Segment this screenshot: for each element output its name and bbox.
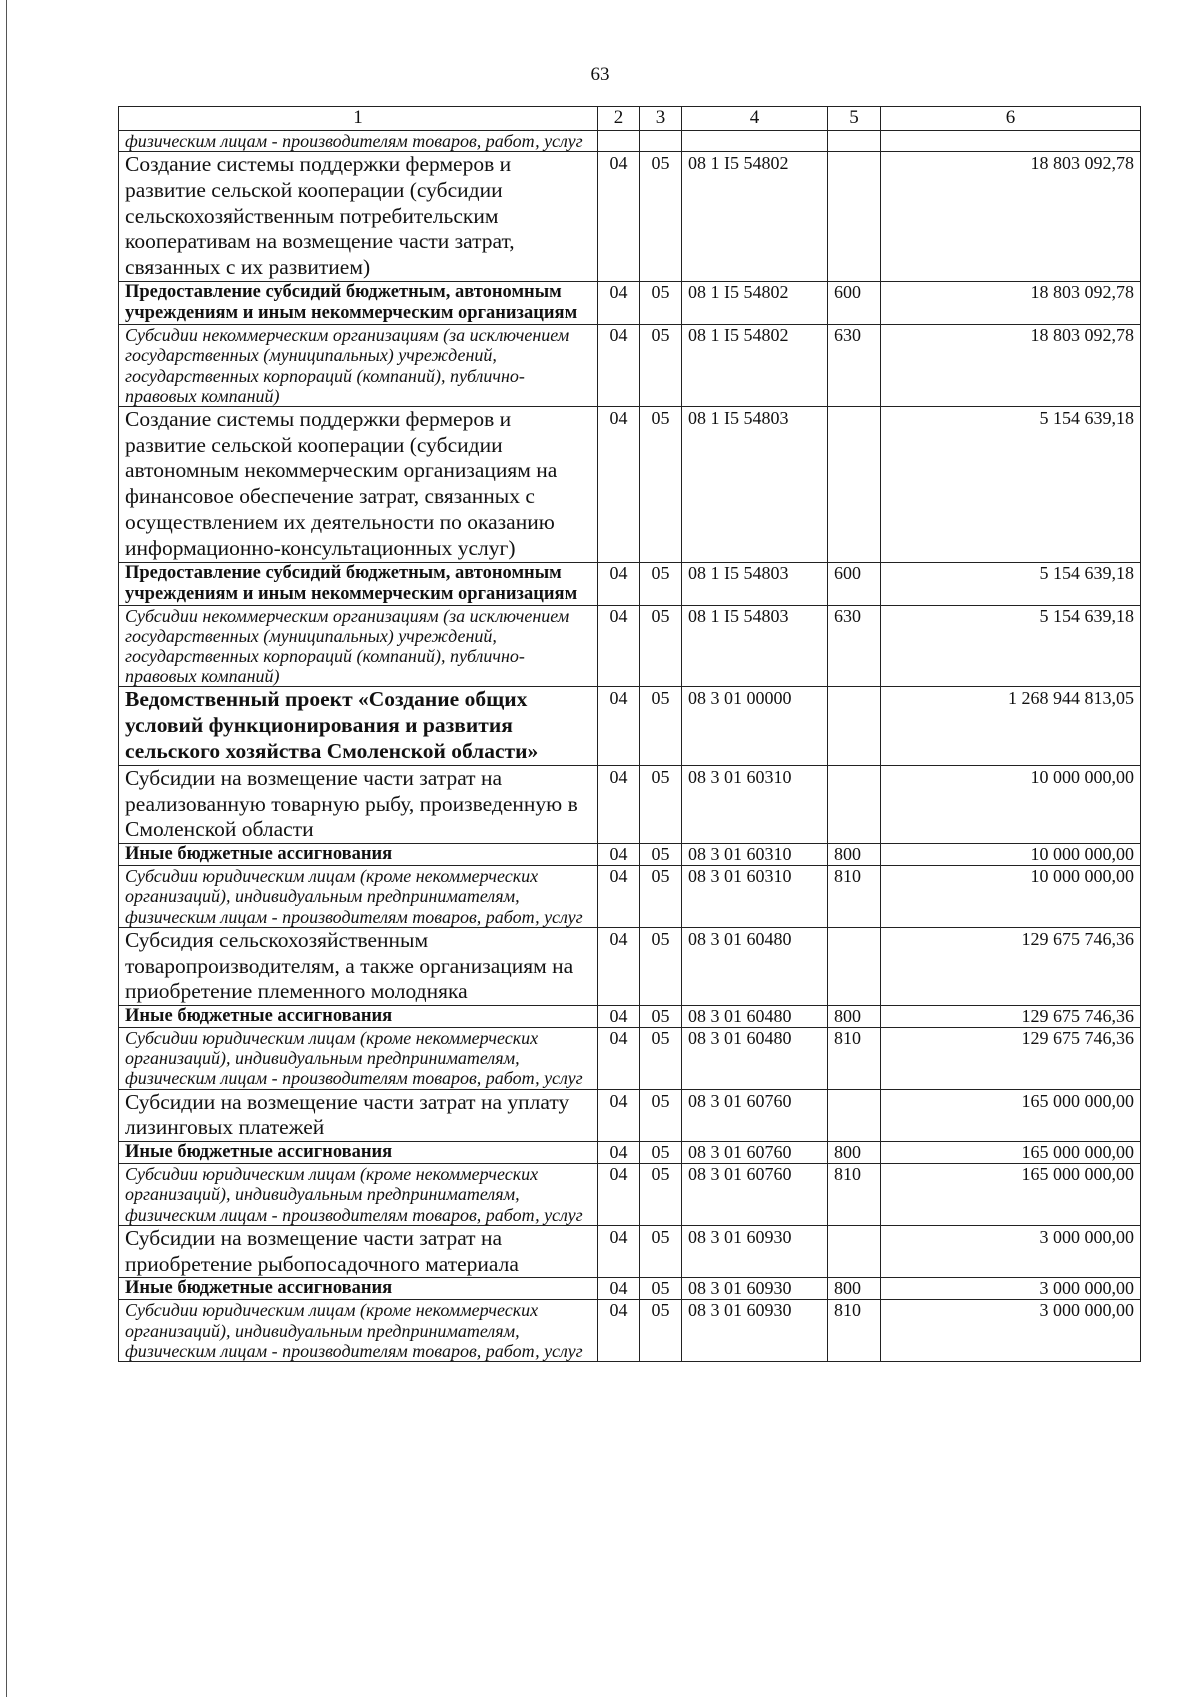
row-expense-type-cell	[828, 687, 881, 765]
row-amount-cell: 165 000 000,00	[881, 1089, 1141, 1142]
row-target-code-cell: 08 1 I5 54802	[682, 282, 828, 325]
row-name-cell: Субсидии на возмещение части затрат на приобретение рыбопосадочного материала	[119, 1225, 598, 1278]
row-name-cell: Предоставление субсидий бюджетным, автономным учреждениям и иным некоммерческим организациям	[119, 562, 598, 605]
row-subsection-cell: 05	[640, 282, 682, 325]
table-row	[119, 1142, 1141, 1164]
row-subsection-cell: 05	[640, 325, 682, 407]
row-expense-type-cell: 630	[828, 325, 881, 407]
row-name-cell: Субсидии юридическим лицам (кроме некоммерческих организаций), индивидуальным предпринимателям, физическим лицам - производителям товаров, работ, услуг	[119, 1028, 598, 1089]
row-expense-type-cell	[828, 152, 881, 282]
row-name-cell: Иные бюджетные ассигнования	[119, 1006, 598, 1028]
row-amount-cell: 18 803 092,78	[881, 282, 1141, 325]
row-amount-cell: 18 803 092,78	[881, 152, 1141, 282]
row-subsection-cell: 05	[640, 687, 682, 765]
table-row	[119, 1278, 1141, 1300]
row-amount-cell: 129 675 746,36	[881, 1028, 1141, 1089]
row-amount-cell: 165 000 000,00	[881, 1164, 1141, 1225]
table-row	[119, 152, 1141, 282]
page-number: 63	[590, 64, 610, 85]
table-row	[119, 1089, 1141, 1142]
row-amount-cell: 5 154 639,18	[881, 605, 1141, 687]
row-subsection-cell: 05	[640, 1164, 682, 1225]
row-section-cell: 04	[598, 152, 640, 282]
table-row	[119, 325, 1141, 407]
row-amount-cell: 5 154 639,18	[881, 562, 1141, 605]
row-name-cell: Субсидии юридическим лицам (кроме некоммерческих организаций), индивидуальным предпринимателям, физическим лицам - производителям товаров, работ, услуг	[119, 1164, 598, 1225]
row-target-code-cell: 08 3 01 60760	[682, 1164, 828, 1225]
table-row	[119, 844, 1141, 866]
row-expense-type-cell: 600	[828, 282, 881, 325]
row-subsection-cell: 05	[640, 1300, 682, 1361]
row-amount-cell: 18 803 092,78	[881, 325, 1141, 407]
row-target-code-cell: 08 1 I5 54802	[682, 152, 828, 282]
row-name-cell: Субсидии юридическим лицам (кроме некоммерческих организаций), индивидуальным предпринимателям, физическим лицам - производителям товаров, работ, услуг	[119, 866, 598, 927]
row-section-cell: 04	[598, 562, 640, 605]
header-cell: 5	[828, 107, 881, 131]
row-expense-type-cell	[828, 130, 881, 151]
row-target-code-cell: 08 3 01 60310	[682, 765, 828, 843]
row-section-cell: 04	[598, 687, 640, 765]
left-margin-rule	[6, 0, 7, 1697]
row-name-cell: Предоставление субсидий бюджетным, автономным учреждениям и иным некоммерческим организациям	[119, 282, 598, 325]
row-name-cell: Создание системы поддержки фермеров и развитие сельской кооперации (субсидии автономным некоммерческим организациям на финансовое обеспечение затрат, связанных с осуществлением их деятельности по оказанию информационно-консультационных услуг)	[119, 406, 598, 562]
row-target-code-cell: 08 3 01 60930	[682, 1300, 828, 1361]
row-target-code-cell: 08 1 I5 54802	[682, 325, 828, 407]
table-row	[119, 687, 1141, 765]
row-target-code-cell: 08 3 01 60760	[682, 1089, 828, 1142]
table-row	[119, 406, 1141, 562]
row-subsection-cell: 05	[640, 866, 682, 927]
row-section-cell: 04	[598, 1225, 640, 1278]
row-expense-type-cell: 800	[828, 1142, 881, 1164]
row-target-code-cell: 08 3 01 60930	[682, 1225, 828, 1278]
row-target-code-cell: 08 3 01 60310	[682, 866, 828, 927]
row-section-cell: 04	[598, 282, 640, 325]
row-section-cell: 04	[598, 1164, 640, 1225]
row-amount-cell: 5 154 639,18	[881, 406, 1141, 562]
row-name-cell: Субсидии на возмещение части затрат на реализованную товарную рыбу, произведенную в Смоленской области	[119, 765, 598, 843]
row-amount-cell: 129 675 746,36	[881, 927, 1141, 1005]
row-expense-type-cell	[828, 765, 881, 843]
table-row	[119, 562, 1141, 605]
row-section-cell: 04	[598, 1278, 640, 1300]
table-row	[119, 130, 1141, 151]
row-section-cell: 04	[598, 765, 640, 843]
row-target-code-cell: 08 1 I5 54803	[682, 605, 828, 687]
row-amount-cell: 3 000 000,00	[881, 1300, 1141, 1361]
row-expense-type-cell: 800	[828, 1006, 881, 1028]
row-section-cell: 04	[598, 1142, 640, 1164]
table-row	[119, 765, 1141, 843]
row-name-cell: Иные бюджетные ассигнования	[119, 1278, 598, 1300]
row-section-cell: 04	[598, 1006, 640, 1028]
table-row	[119, 605, 1141, 687]
row-name-cell: Субсидии некоммерческим организациям (за исключением государственных (муниципальных) учреждений, государственных корпораций (компаний), публично-правовых компаний)	[119, 605, 598, 687]
row-section-cell: 04	[598, 325, 640, 407]
row-amount-cell: 10 000 000,00	[881, 765, 1141, 843]
row-expense-type-cell	[828, 1225, 881, 1278]
header-cell: 1	[119, 107, 598, 131]
row-expense-type-cell: 810	[828, 1028, 881, 1089]
row-amount-cell: 10 000 000,00	[881, 844, 1141, 866]
header-cell: 4	[682, 107, 828, 131]
table-row	[119, 1225, 1141, 1278]
row-expense-type-cell	[828, 1089, 881, 1142]
row-target-code-cell: 08 3 01 60760	[682, 1142, 828, 1164]
row-section-cell	[598, 130, 640, 151]
row-target-code-cell	[682, 130, 828, 151]
row-subsection-cell: 05	[640, 927, 682, 1005]
row-subsection-cell: 05	[640, 765, 682, 843]
row-target-code-cell: 08 3 01 60930	[682, 1278, 828, 1300]
row-subsection-cell: 05	[640, 605, 682, 687]
row-name-cell: Субсидия сельскохозяйственным товаропроизводителям, а также организациям на приобретение племенного молодняка	[119, 927, 598, 1005]
budget-table	[118, 106, 1141, 1362]
row-target-code-cell: 08 3 01 00000	[682, 687, 828, 765]
row-amount-cell: 3 000 000,00	[881, 1225, 1141, 1278]
row-section-cell: 04	[598, 927, 640, 1005]
row-expense-type-cell: 800	[828, 1278, 881, 1300]
header-cell: 2	[598, 107, 640, 131]
row-name-cell: Иные бюджетные ассигнования	[119, 1142, 598, 1164]
header-cell: 6	[881, 107, 1141, 131]
row-section-cell: 04	[598, 1028, 640, 1089]
header-cell: 3	[640, 107, 682, 131]
row-name-cell: Иные бюджетные ассигнования	[119, 844, 598, 866]
row-target-code-cell: 08 1 I5 54803	[682, 406, 828, 562]
table-row	[119, 282, 1141, 325]
table-row	[119, 866, 1141, 927]
row-amount-cell	[881, 130, 1141, 151]
row-section-cell: 04	[598, 844, 640, 866]
row-section-cell: 04	[598, 1300, 640, 1361]
row-amount-cell: 10 000 000,00	[881, 866, 1141, 927]
table-row	[119, 1164, 1141, 1225]
row-expense-type-cell	[828, 927, 881, 1005]
row-section-cell: 04	[598, 1089, 640, 1142]
row-target-code-cell: 08 3 01 60310	[682, 844, 828, 866]
row-expense-type-cell: 810	[828, 866, 881, 927]
row-expense-type-cell: 600	[828, 562, 881, 605]
row-target-code-cell: 08 1 I5 54803	[682, 562, 828, 605]
table-row	[119, 1300, 1141, 1361]
table-body	[119, 107, 1141, 1362]
row-expense-type-cell	[828, 406, 881, 562]
table-header-row	[119, 107, 1141, 131]
row-subsection-cell: 05	[640, 1089, 682, 1142]
row-name-cell: Ведомственный проект «Создание общих условий функционирования и развития сельского хозяйства Смоленской области»	[119, 687, 598, 765]
row-subsection-cell: 05	[640, 562, 682, 605]
row-target-code-cell: 08 3 01 60480	[682, 927, 828, 1005]
row-subsection-cell: 05	[640, 844, 682, 866]
row-subsection-cell: 05	[640, 1142, 682, 1164]
table-row	[119, 927, 1141, 1005]
row-subsection-cell: 05	[640, 152, 682, 282]
row-expense-type-cell: 810	[828, 1164, 881, 1225]
table-row	[119, 1006, 1141, 1028]
row-amount-cell: 1 268 944 813,05	[881, 687, 1141, 765]
row-section-cell: 04	[598, 406, 640, 562]
row-name-cell: Субсидии некоммерческим организациям (за исключением государственных (муниципальных) учреждений, государственных корпораций (компаний), публично-правовых компаний)	[119, 325, 598, 407]
row-section-cell: 04	[598, 605, 640, 687]
row-target-code-cell: 08 3 01 60480	[682, 1028, 828, 1089]
row-subsection-cell: 05	[640, 1225, 682, 1278]
row-name-cell: Субсидии на возмещение части затрат на уплату лизинговых платежей	[119, 1089, 598, 1142]
row-amount-cell: 129 675 746,36	[881, 1006, 1141, 1028]
row-amount-cell: 165 000 000,00	[881, 1142, 1141, 1164]
row-name-cell: Создание системы поддержки фермеров и развитие сельской кооперации (субсидии сельскохозяйственным потребительским кооперативам на возмещение части затрат, связанных с их развитием)	[119, 152, 598, 282]
table-row	[119, 1028, 1141, 1089]
row-expense-type-cell: 810	[828, 1300, 881, 1361]
row-amount-cell: 3 000 000,00	[881, 1278, 1141, 1300]
row-subsection-cell: 05	[640, 1006, 682, 1028]
row-expense-type-cell: 800	[828, 844, 881, 866]
row-name-cell: физическим лицам - производителям товаров, работ, услуг	[119, 130, 598, 151]
row-section-cell: 04	[598, 866, 640, 927]
row-subsection-cell: 05	[640, 406, 682, 562]
row-target-code-cell: 08 3 01 60480	[682, 1006, 828, 1028]
row-expense-type-cell: 630	[828, 605, 881, 687]
row-subsection-cell: 05	[640, 1028, 682, 1089]
row-name-cell: Субсидии юридическим лицам (кроме некоммерческих организаций), индивидуальным предпринимателям, физическим лицам - производителям товаров, работ, услуг	[119, 1300, 598, 1361]
row-subsection-cell	[640, 130, 682, 151]
row-subsection-cell: 05	[640, 1278, 682, 1300]
